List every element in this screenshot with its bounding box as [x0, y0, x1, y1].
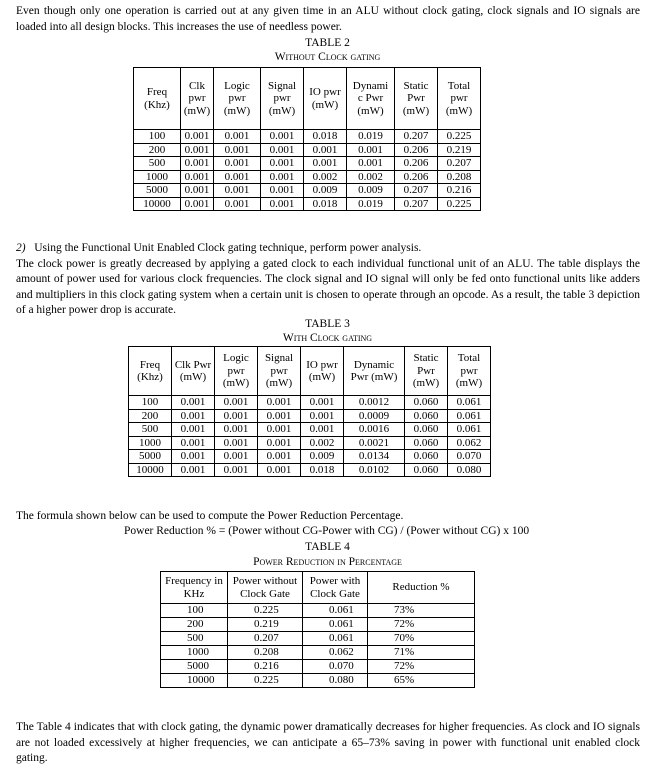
- table-cell: 0.060: [405, 409, 448, 423]
- table-cell: 0.019: [347, 197, 395, 211]
- table-cell: 0.225: [438, 197, 481, 211]
- table-cell: 0.001: [181, 170, 214, 184]
- table-cell: 0.001: [214, 143, 261, 157]
- table-cell: 0.001: [181, 157, 214, 171]
- table-cell: 0.061: [303, 632, 368, 646]
- table-header-cell: Signal pwr (mW): [261, 68, 304, 130]
- table-row: [134, 170, 481, 184]
- table-cell: 65%: [368, 674, 475, 688]
- table-cell: 0.001: [214, 170, 261, 184]
- table-row: [161, 660, 475, 674]
- table-cell: 0.001: [172, 423, 215, 437]
- table-row: [134, 157, 481, 171]
- table-cell: 0.0134: [344, 450, 405, 464]
- table-cell: 0.0016: [344, 423, 405, 437]
- table-cell: 10000: [134, 197, 181, 211]
- table-cell: 0.061: [303, 618, 368, 632]
- table-row: [129, 409, 491, 423]
- table-cell: 0.001: [258, 423, 301, 437]
- table-cell: 0.225: [228, 604, 303, 618]
- table-cell: 0.018: [301, 463, 344, 477]
- table-cell: 0.0102: [344, 463, 405, 477]
- table-row: [129, 396, 491, 410]
- table-header-row: [134, 68, 481, 130]
- table4: [160, 571, 475, 688]
- table-cell: 0.001: [215, 409, 258, 423]
- table-cell: 1000: [129, 436, 172, 450]
- table-cell: 0.001: [214, 184, 261, 198]
- table-cell: 73%: [368, 604, 475, 618]
- table-cell: 0.060: [405, 396, 448, 410]
- table-cell: 0.001: [214, 197, 261, 211]
- table-header-cell: Freq (Khz): [134, 68, 181, 130]
- table-row: [129, 463, 491, 477]
- table-cell: 5000: [161, 660, 228, 674]
- table-cell: 0.001: [172, 396, 215, 410]
- table-cell: 0.062: [303, 646, 368, 660]
- table-cell: 0.060: [405, 450, 448, 464]
- table-row: [161, 618, 475, 632]
- table-cell: 0.001: [181, 197, 214, 211]
- table-cell: 0.001: [347, 157, 395, 171]
- table-header-cell: Signal pwr (mW): [258, 347, 301, 396]
- table3: [128, 346, 491, 477]
- table-header-row: [161, 572, 475, 604]
- table-header-cell: IO pwr (mW): [301, 347, 344, 396]
- table-cell: 0.080: [448, 463, 491, 477]
- table-cell: 0.018: [304, 130, 347, 144]
- table-cell: 72%: [368, 660, 475, 674]
- table-row: [134, 143, 481, 157]
- table-cell: 0.001: [261, 130, 304, 144]
- table-cell: 0.001: [215, 450, 258, 464]
- table-cell: 100: [129, 396, 172, 410]
- table-cell: 0.001: [261, 184, 304, 198]
- table-cell: 0.0012: [344, 396, 405, 410]
- table-header-cell: Power without Clock Gate: [228, 572, 303, 604]
- table-header-cell: Logic pwr (mW): [215, 347, 258, 396]
- table-cell: 1000: [134, 170, 181, 184]
- table-row: [134, 130, 481, 144]
- table-cell: 0.001: [215, 463, 258, 477]
- table-cell: 70%: [368, 632, 475, 646]
- table-header-cell: Static Pwr (mW): [405, 347, 448, 396]
- table-cell: 0.062: [448, 436, 491, 450]
- section2-number: 2): [16, 242, 26, 254]
- table-header-cell: Frequency in KHz: [161, 572, 228, 604]
- table-row: [161, 632, 475, 646]
- table3-label: TABLE 3: [305, 318, 350, 330]
- table-header-cell: Reduction %: [368, 572, 475, 604]
- table-cell: 200: [134, 143, 181, 157]
- table-cell: 0.207: [228, 632, 303, 646]
- table-header-cell: Static Pwr (mW): [395, 68, 438, 130]
- table2: [133, 67, 481, 211]
- table-cell: 5000: [129, 450, 172, 464]
- table-cell: 0.0021: [344, 436, 405, 450]
- table-cell: 500: [129, 423, 172, 437]
- table-cell: 71%: [368, 646, 475, 660]
- table-cell: 200: [161, 618, 228, 632]
- table-cell: 0.001: [261, 143, 304, 157]
- table3-title: With Clock gating: [282, 332, 373, 344]
- table-header-cell: Clk Pwr (mW): [172, 347, 215, 396]
- table-cell: 0.206: [395, 143, 438, 157]
- table-header-cell: Logic pwr (mW): [214, 68, 261, 130]
- section2-body: The clock power is greatly decreased by applying a gated clock to each individual functional unit of an ALU. The table displays the amount of power used for various clock frequencies. The clock signal and IO signal will only be fed onto functional units like adders and multipliers in this clock gating system when a certain unit is chosen to operate through an opcode. As a result, the table 3 depiction of a higher power drop is accurate.: [16, 257, 640, 316]
- table-cell: 0.001: [258, 436, 301, 450]
- table-row: [161, 674, 475, 688]
- table-cell: 0.216: [228, 660, 303, 674]
- table-cell: 1000: [161, 646, 228, 660]
- table-row: [129, 423, 491, 437]
- table-cell: 0.060: [405, 436, 448, 450]
- table-cell: 0.061: [448, 409, 491, 423]
- table-cell: 0.001: [258, 463, 301, 477]
- table4-title: Power Reduction in Percentage: [253, 556, 402, 568]
- table-cell: 500: [134, 157, 181, 171]
- section2-heading: Using the Functional Unit Enabled Clock gating technique, perform power analysis.: [34, 242, 422, 254]
- intro-paragraph: Even though only one operation is carried out at any given time in an ALU without clock gating, clock signals and IO signals are loaded into all design blocks. This increases the use of needless power.: [16, 5, 640, 33]
- table-cell: 0.001: [215, 436, 258, 450]
- conclusion-paragraph: The Table 4 indicates that with clock gating, the dynamic power dramatically decreases for higher frequencies. As clock and IO signals are not loaded excessively at higher frequencies, we can anticipate a 65–73% saving in power with functional unit enabled clock gating.: [16, 721, 640, 764]
- table-cell: 0.001: [215, 396, 258, 410]
- table-row: [129, 436, 491, 450]
- table-cell: 100: [134, 130, 181, 144]
- table-cell: 0.206: [395, 170, 438, 184]
- table-cell: 0.001: [261, 197, 304, 211]
- table-cell: 0.207: [395, 184, 438, 198]
- table-cell: 0.001: [304, 143, 347, 157]
- table-cell: 0.001: [181, 143, 214, 157]
- table-header-cell: Freq (Khz): [129, 347, 172, 396]
- table-header-cell: Total pwr (mW): [448, 347, 491, 396]
- table-header-cell: Clk pwr (mW): [181, 68, 214, 130]
- table-header-cell: Total pwr (mW): [438, 68, 481, 130]
- table-cell: 0.001: [181, 130, 214, 144]
- table-cell: 0.001: [258, 409, 301, 423]
- table-cell: 0.001: [214, 130, 261, 144]
- table-cell: 0.061: [448, 423, 491, 437]
- table-header-cell: Dynamic Pwr (mW): [344, 347, 405, 396]
- table-cell: 0.009: [301, 450, 344, 464]
- table-cell: 0.001: [172, 450, 215, 464]
- table2-label: TABLE 2: [305, 37, 350, 49]
- table-cell: 0.061: [303, 604, 368, 618]
- formula-intro: The formula shown below can be used to compute the Power Reduction Percentage.: [16, 510, 404, 522]
- table-cell: 0.219: [228, 618, 303, 632]
- table-row: [161, 604, 475, 618]
- table-cell: 0.018: [304, 197, 347, 211]
- table-cell: 200: [129, 409, 172, 423]
- table-cell: 0.070: [448, 450, 491, 464]
- table4-label: TABLE 4: [305, 541, 350, 553]
- table-cell: 0.009: [304, 184, 347, 198]
- table-cell: 0.001: [304, 157, 347, 171]
- table-row: [134, 197, 481, 211]
- table-cell: 0.061: [448, 396, 491, 410]
- table-cell: 0.001: [172, 436, 215, 450]
- table-cell: 0.225: [438, 130, 481, 144]
- table2-title: Without Clock gating: [274, 51, 381, 63]
- table-cell: 0.002: [347, 170, 395, 184]
- table-cell: 0.001: [215, 423, 258, 437]
- table-cell: 0.001: [301, 409, 344, 423]
- table-cell: 72%: [368, 618, 475, 632]
- table-cell: 500: [161, 632, 228, 646]
- table-cell: 0.001: [172, 409, 215, 423]
- table-cell: 0.001: [301, 423, 344, 437]
- table-row: [161, 646, 475, 660]
- table-cell: 0.002: [301, 436, 344, 450]
- table-cell: 0.207: [395, 197, 438, 211]
- table-cell: 0.219: [438, 143, 481, 157]
- table-cell: 0.208: [228, 646, 303, 660]
- table-cell: 0.060: [405, 463, 448, 477]
- table-cell: 0.206: [395, 157, 438, 171]
- table-cell: 0.070: [303, 660, 368, 674]
- table-cell: 10000: [161, 674, 228, 688]
- table-cell: 0.001: [261, 157, 304, 171]
- table-cell: 0.208: [438, 170, 481, 184]
- table-cell: 5000: [134, 184, 181, 198]
- section2-paragraph: [16, 241, 640, 319]
- table-cell: 0.080: [303, 674, 368, 688]
- table-cell: 0.001: [301, 396, 344, 410]
- table-header-cell: IO pwr (mW): [304, 68, 347, 130]
- table-cell: 0.001: [258, 450, 301, 464]
- table-cell: 0.0009: [344, 409, 405, 423]
- table-cell: 0.001: [258, 396, 301, 410]
- table-cell: 100: [161, 604, 228, 618]
- table-cell: 10000: [129, 463, 172, 477]
- table-cell: 0.060: [405, 423, 448, 437]
- formula: Power Reduction % = (Power without CG-Power with CG) / (Power without CG) x 100: [124, 525, 530, 537]
- table-cell: 0.001: [181, 184, 214, 198]
- table-header-cell: Power with Clock Gate: [303, 572, 368, 604]
- table-cell: 0.002: [304, 170, 347, 184]
- table-cell: 0.216: [438, 184, 481, 198]
- table-cell: 0.001: [347, 143, 395, 157]
- table-cell: 0.207: [438, 157, 481, 171]
- table-cell: 0.001: [214, 157, 261, 171]
- table-header-cell: Dynami c Pwr (mW): [347, 68, 395, 130]
- table-cell: 0.207: [395, 130, 438, 144]
- table-row: [134, 184, 481, 198]
- table-cell: 0.001: [261, 170, 304, 184]
- table-cell: 0.001: [172, 463, 215, 477]
- table-cell: 0.019: [347, 130, 395, 144]
- table-header-row: [129, 347, 491, 396]
- table-cell: 0.009: [347, 184, 395, 198]
- table-row: [129, 450, 491, 464]
- table-cell: 0.225: [228, 674, 303, 688]
